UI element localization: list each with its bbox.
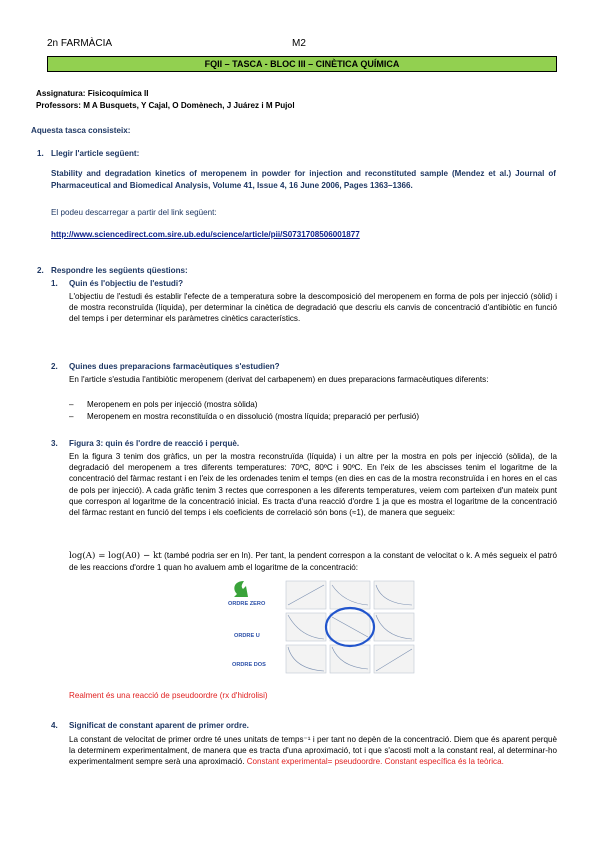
- intro-text: Aquesta tasca consisteix:: [31, 126, 131, 135]
- q2-bullet: –: [69, 400, 74, 409]
- q2-bullet: –: [69, 412, 74, 421]
- item1-number: 1.: [37, 149, 44, 158]
- order-one-label: ORDRE U: [234, 633, 260, 639]
- page-title: FQII – TASCA - BLOC III – CINÈTICA QUÍMICA: [204, 59, 400, 69]
- title-banner: [47, 56, 557, 72]
- q3-formula-tail: (també podria ser en ln). Per tant, la pendent correspon a la constant de velocitat o k. A més segueix el patró de les reaccions d'ordre 1 quan ho avaluem amb el logaritme de la concentració:: [69, 551, 557, 573]
- q4-answer: [69, 734, 557, 768]
- q3-number: 3.: [51, 439, 58, 448]
- q4-answer-text: La constant de velocitat de primer ordre té unes unitats de temps⁻¹ i per tant no depèn de la concentració. Diem que és aparent perquè la determinem experimentalment, de manera que es tracta d'una aproximació, tot i que s'acosti molt a la constant real, al determinar-ho experimentalment sempre serà una aproximació.: [69, 735, 557, 767]
- reaction-order-figure: [224, 577, 419, 677]
- green-arrow-icon: [234, 581, 248, 597]
- order-two-label: ORDRE DOS: [232, 662, 266, 668]
- q1-title: Quin és l'objectiu de l'estudi?: [69, 279, 184, 288]
- subject-line: Assignatura: Fisicoquímica II: [36, 89, 149, 98]
- article-citation: Stability and degradation kinetics of meropenem in powder for injection and reconstituted sample (Mendez et al.) Journal of Pharmaceutical and Biomedical Analysis, Volume 41, Issue 4, 16 June 2006, Pages 1363–1366.: [51, 169, 556, 190]
- item2-heading: Respondre les següents qüestions:: [51, 266, 188, 275]
- professors-line: Professors: M A Busquets, Y Cajal, O Domènech, J Juárez i M Pujol: [36, 101, 295, 110]
- order-zero-label: ORDRE ZERO: [228, 601, 266, 607]
- plot-grid: [286, 581, 414, 673]
- q4-number: 4.: [51, 721, 58, 730]
- header-module: M2: [292, 38, 306, 49]
- header-course: 2n FARMÀCIA: [47, 38, 113, 49]
- q2-answer: En l'article s'estudia l'antibiòtic meropenem (derivat del carbapenem) en dues preparacions farmacèutiques diferents:: [69, 375, 489, 384]
- q3-title: Figura 3: quin és l'ordre de reacció i perquè.: [69, 439, 240, 448]
- rate-law-formula: log(A) = log(A0) − kt: [69, 551, 162, 561]
- pseudo-order-note: Realment és una reacció de pseudoordre (rx d'hidrolisi): [69, 691, 268, 700]
- q3-answer: En la figura 3 tenim dos gràfics, un per la mostra reconstruïda (líquida) i un altre per la mostra en pols per injecció (sòlida), de la degradació del meropenem a tres diferents temperatures: 70ºC, 80ºC i 90ºC. En l'eix de les abscisses tenim el logaritme de la concentració del fàrmac restant i en l'eix de les ordenades tenim el temps (en dies en cas de la mostra reconstruïda i en hores en el cas de pols per injecció). A cada gràfic tenim 3 rectes que corresponen a les diferents temperatures, veiem com parteixen d'un mateix punt que correspon al logaritme de la concentració inicial. Es tracta d'una reacció d'ordre 1 ja que es mostra el logaritme de la concentració del fàrmac restant en funció del temps i els coeficients de correlació són bons (≈1), de manera que segueix:: [69, 452, 557, 518]
- q4-answer-note: Constant experimental= pseudoordre. Constant específica és la teòrica.: [246, 757, 504, 767]
- q1-number: 1.: [51, 279, 58, 288]
- item2-number: 2.: [37, 266, 44, 275]
- item1-heading: Llegir l'article següent:: [51, 149, 140, 158]
- q2-number: 2.: [51, 362, 58, 371]
- q1-answer: L'objectiu de l'estudi és establir l'efecte de a temperatura sobre la descomposició del meropenem en forma de pols per injecció (sòlid) i de mostra reconstruïda (líquida), per determinar la cinètica de degradació que descriu els canvis de concentració d'antibiòtic en funció del temps i per determinar els paràmetres cinètics característics.: [69, 292, 557, 324]
- article-link[interactable]: http://www.sciencedirect.com.sire.ub.edu/science/article/pii/S0731708506001877: [51, 230, 360, 239]
- download-text: El podeu descarregar a partir del link següent:: [51, 208, 217, 217]
- q3-formula-line: [69, 550, 557, 573]
- q2-title: Quines dues preparacions farmacèutiques s'estudien?: [69, 362, 280, 371]
- q2-bullet-text: Meropenem en mostra reconstituïda o en dissolució (mostra líquida; preparació per perfusió): [87, 412, 420, 421]
- q4-title: Significat de constant aparent de primer ordre.: [69, 721, 249, 730]
- q2-bullet-text: Meropenem en pols per injecció (mostra sòlida): [87, 400, 258, 409]
